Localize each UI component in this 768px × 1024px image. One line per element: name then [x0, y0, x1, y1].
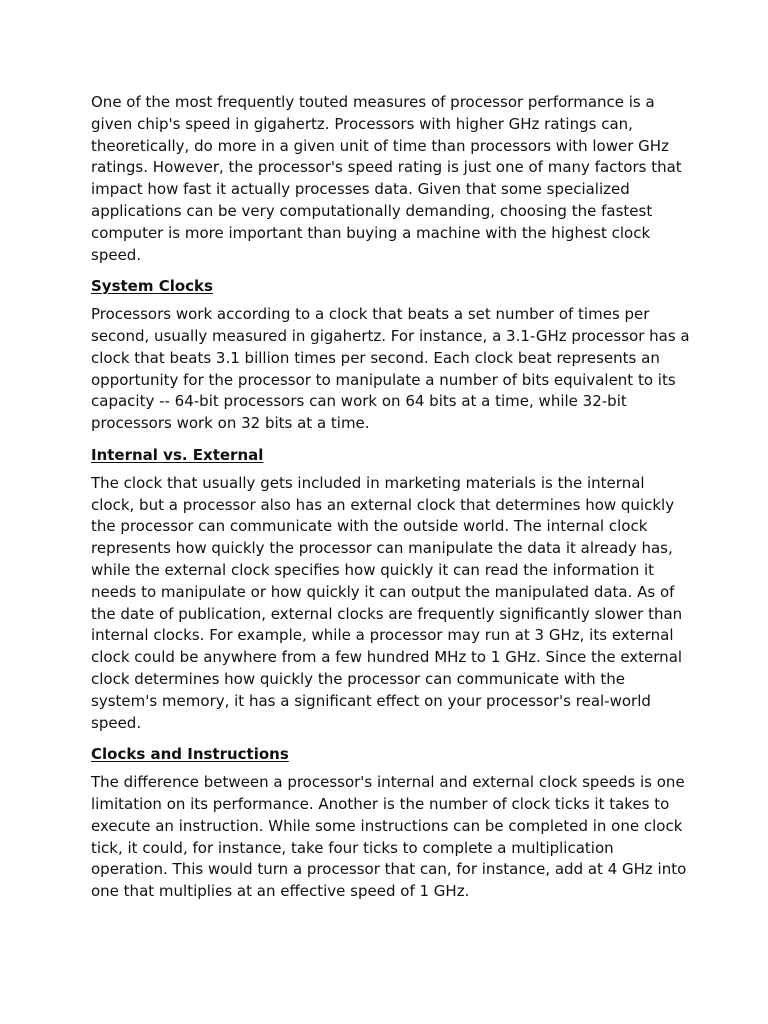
intro-paragraph: One of the most frequently touted measures of processor performance is a given chip's speed in gigahertz. Processors with higher GHz ratings can, theoretically, do more in a given unit of time than processors with lower GHz ratings. However, the processor's speed rating is just one of many factors that impact how fast it actually processes data. Given that some specialized applications can be very computationally demanding, choosing the fastest computer is more important than buying a machine with the highest clock speed. — [91, 93, 682, 264]
section-body-clocks-and-instructions: The difference between a processor's internal and external clock speeds is one limitation on its performance. Another is the number of clock ticks it takes to execute an instruction. While some instructions can be completed in one clock tick, it could, for instance, take four ticks to complete a multiplication operation. This would turn a processor that can, for instance, add at 4 GHz into one that multiplies at an effective speed of 1 GHz. — [91, 773, 687, 901]
section-heading-system-clocks: System Clocks — [91, 277, 213, 296]
section-heading-internal-vs-external: Internal vs. External — [91, 445, 264, 464]
section-body-system-clocks: Processors work according to a clock that beats a set number of times per second, usually measured in gigahertz. For instance, a 3.1-GHz processor has a clock that beats 3.1 billion times per second. Each clock beat represents an opportunity for the processor to manipulate a number of bits equivalent to its capacity -- 64-bit processors can work on 64 bits at a time, while 32-bit processors work on 32 bits at a time. — [91, 305, 690, 433]
section-body-internal-vs-external: The clock that usually gets included in marketing materials is the internal clock, but a processor also has an external clock that determines how quickly the processor can communicate with the outside world. The internal clock represents how quickly the processor can manipulate the data it already has, while the external clock specifies how quickly it can read the information it needs to manipulate or how quickly it can output the manipulated data. As of the date of publication, external clocks are frequently significantly slower than internal clocks. For example, while a processor may run at 3 GHz, its external clock could be anywhere from a few hundred MHz to 1 GHz. Since the external clock determines how quickly the processor can communicate with the system's memory, it has a significant effect on your processor's real-world speed. — [91, 473, 683, 732]
section-heading-clocks-and-instructions: Clocks and Instructions — [91, 745, 289, 764]
document-page — [91, 92, 691, 913]
